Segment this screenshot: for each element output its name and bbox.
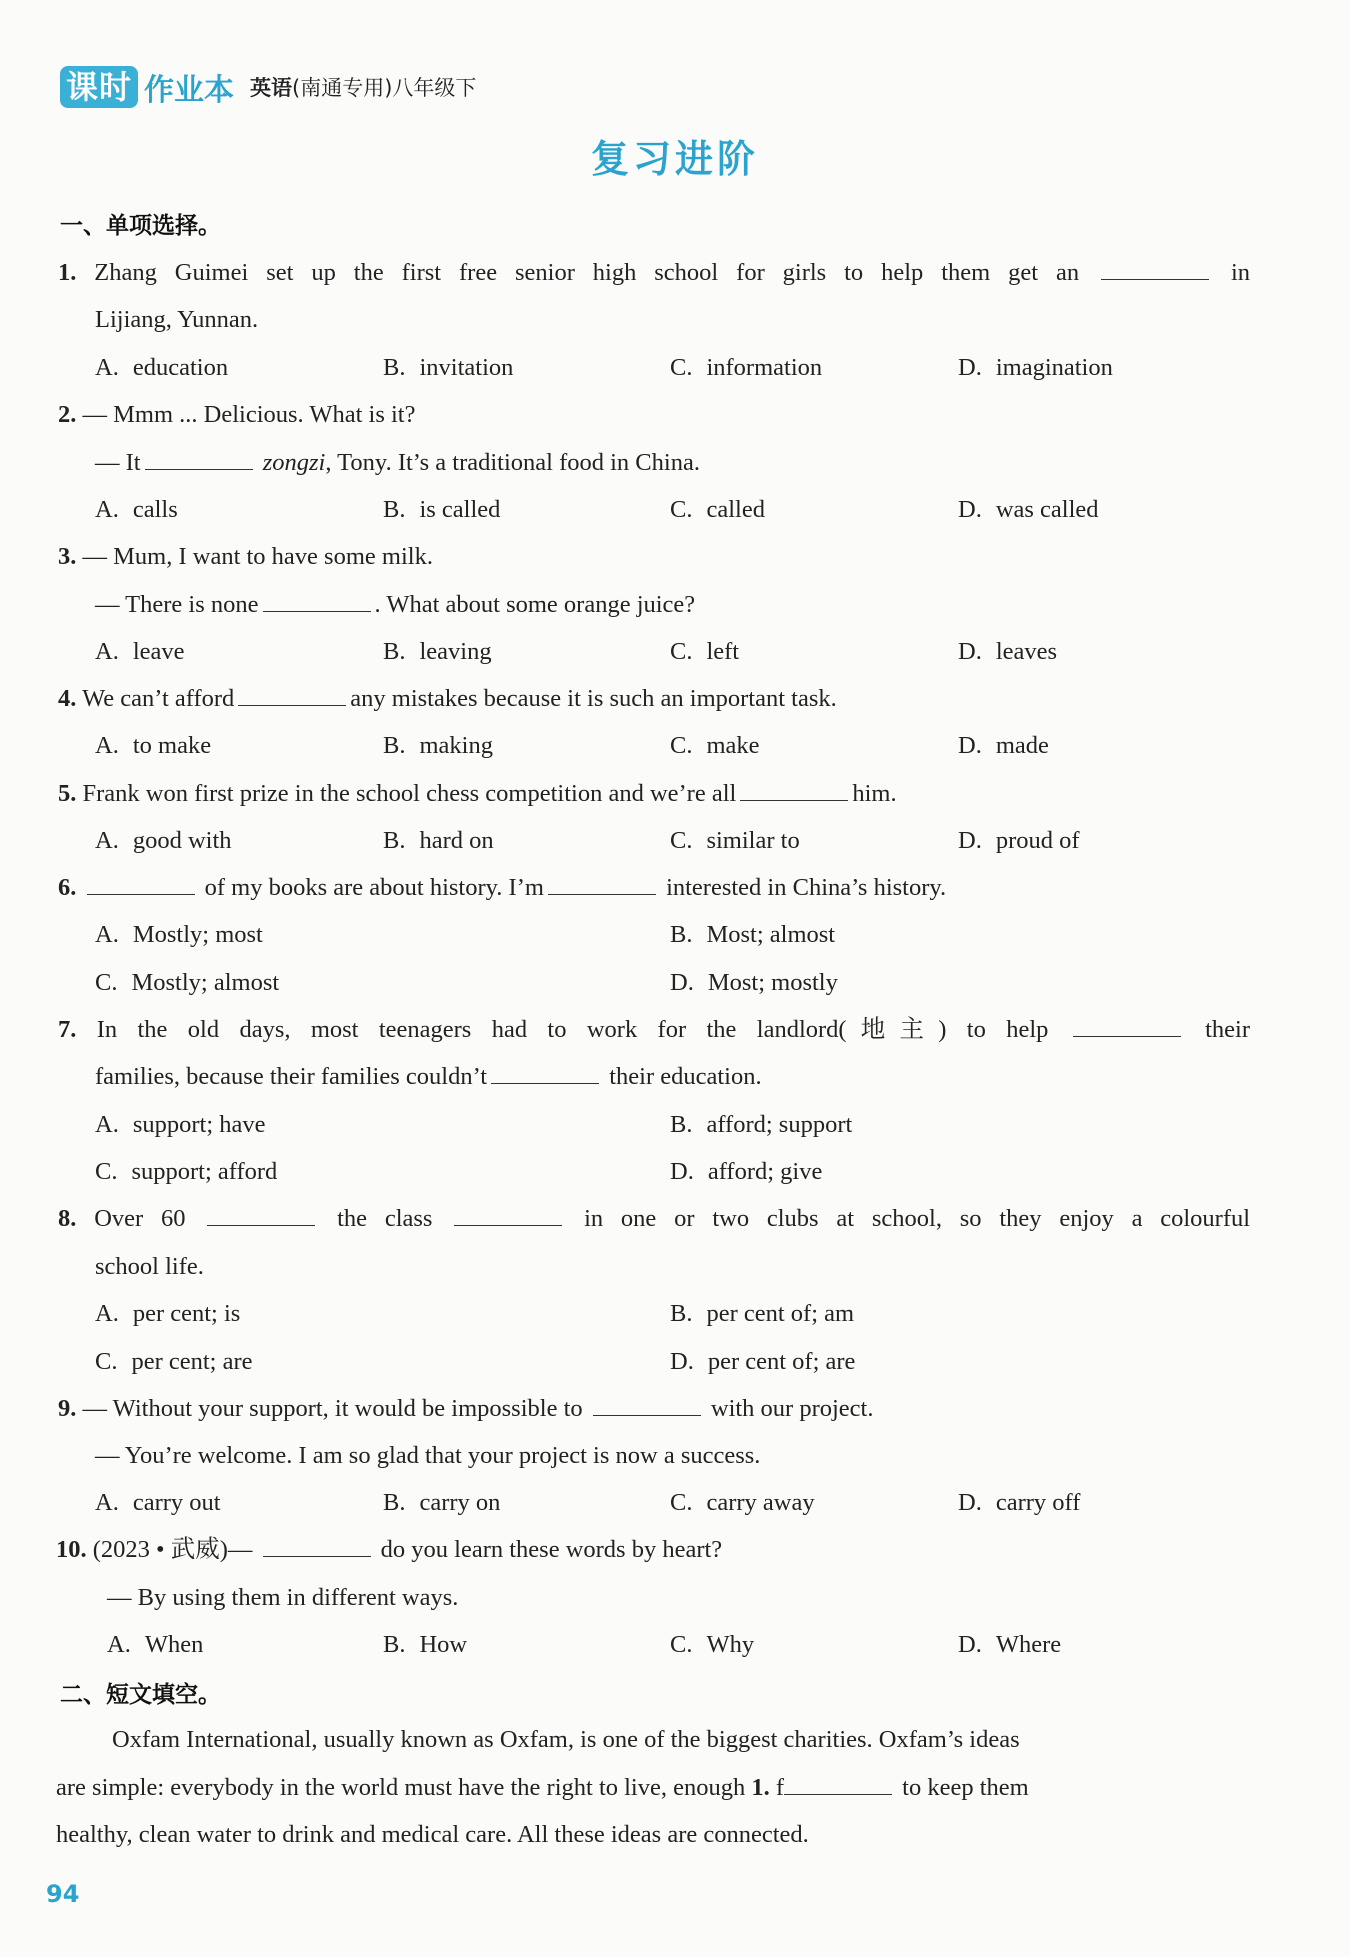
answer-blank xyxy=(1073,1014,1181,1037)
question-2: 2. — Mmm ... Delicious. What is it? xyxy=(58,401,416,428)
question-10: 10. (2023 • 武威)— do you learn these words by heart? xyxy=(56,1536,723,1563)
q3-option-c[interactable]: C. left xyxy=(670,638,740,665)
answer-blank xyxy=(207,1203,315,1226)
q7-option-a[interactable]: A. support; have xyxy=(95,1111,266,1138)
q7-option-d[interactable]: D. afford; give xyxy=(670,1158,823,1185)
question-6: 6. of my books are about history. I’m interested in China’s history. xyxy=(58,874,947,901)
question-7-line2: families, because their families couldn’t their education. xyxy=(95,1063,762,1090)
q4-option-d[interactable]: D. made xyxy=(958,732,1049,759)
question-5: 5. Frank won first prize in the school chess competition and we’re all him. xyxy=(58,780,897,807)
q9-option-d[interactable]: D. carry off xyxy=(958,1489,1081,1516)
q1-option-d[interactable]: D. imagination xyxy=(958,354,1113,381)
logo-text: 作业本 xyxy=(144,73,235,108)
question-4: 4. We can’t afford any mistakes because it is such an important task. xyxy=(58,685,837,712)
logo-mark: 课时 xyxy=(60,66,138,108)
q5-option-c[interactable]: C. similar to xyxy=(670,827,800,854)
q6-option-d[interactable]: D. Most; mostly xyxy=(670,969,838,996)
q8-option-a[interactable]: A. per cent; is xyxy=(95,1300,241,1327)
q8-option-d[interactable]: D. per cent of; are xyxy=(670,1348,856,1375)
passage-line-2: are simple: everybody in the world must have the right to live, enough 1. f to keep them xyxy=(56,1774,1029,1801)
question-1: 1. Zhang Guimei set up the first free senior high school for girls to help them get an in xyxy=(58,259,1250,286)
section1-heading: 一、单项选择。 xyxy=(60,213,221,239)
answer-blank xyxy=(238,683,346,706)
q5-option-d[interactable]: D. proud of xyxy=(958,827,1080,854)
q7-option-b[interactable]: B. afford; support xyxy=(670,1111,853,1138)
q8-option-b[interactable]: B. per cent of; am xyxy=(670,1300,855,1327)
question-7: 7. In the old days, most teenagers had to work for the landlord(地主) to help their xyxy=(58,1016,1251,1043)
q9-option-a[interactable]: A. carry out xyxy=(95,1489,221,1516)
q9-option-c[interactable]: C. carry away xyxy=(670,1489,815,1516)
q6-option-c[interactable]: C. Mostly; almost xyxy=(95,969,280,996)
q3-option-b[interactable]: B. leaving xyxy=(383,638,492,665)
q1-option-c[interactable]: C. information xyxy=(670,354,823,381)
answer-blank xyxy=(454,1203,562,1226)
page-title: 复习进阶 xyxy=(590,137,759,181)
q2-option-b[interactable]: B. is called xyxy=(383,496,501,523)
question-1-line2: Lijiang, Yunnan. xyxy=(95,306,259,333)
q9-option-b[interactable]: B. carry on xyxy=(383,1489,501,1516)
q4-option-c[interactable]: C. make xyxy=(670,732,760,759)
question-10-line2: — By using them in different ways. xyxy=(107,1584,459,1611)
q8-option-c[interactable]: C. per cent; are xyxy=(95,1348,253,1375)
q1-option-b[interactable]: B. invitation xyxy=(383,354,514,381)
q10-option-c[interactable]: C. Why xyxy=(670,1631,755,1658)
q5-option-b[interactable]: B. hard on xyxy=(383,827,494,854)
question-2-line2: — It zongzi, Tony. It’s a traditional food in China. xyxy=(95,449,700,476)
answer-blank xyxy=(1101,257,1209,280)
page-number: 94 xyxy=(46,1880,80,1908)
q7-option-c[interactable]: C. support; afford xyxy=(95,1158,278,1185)
answer-blank xyxy=(263,1534,371,1557)
passage-line-3: healthy, clean water to drink and medical care. All these ideas are connected. xyxy=(56,1821,809,1848)
answer-blank xyxy=(593,1393,701,1416)
header xyxy=(60,62,476,112)
answer-blank xyxy=(263,589,371,612)
question-3: 3. — Mum, I want to have some milk. xyxy=(58,543,433,570)
question-3-line2: — There is none . What about some orange juice? xyxy=(95,591,696,618)
subject-label: 英语(南通专用)八年级下 xyxy=(250,76,477,100)
section2-heading: 二、短文填空。 xyxy=(60,1682,221,1708)
q6-option-a[interactable]: A. Mostly; most xyxy=(95,921,263,948)
answer-blank xyxy=(784,1772,892,1795)
answer-blank xyxy=(87,872,195,895)
q10-option-d[interactable]: D. Where xyxy=(958,1631,1062,1658)
passage-line-1: Oxfam International, usually known as Oxfam, is one of the biggest charities. Oxfam’s ideas xyxy=(112,1726,1020,1753)
q4-option-b[interactable]: B. making xyxy=(383,732,493,759)
q10-option-a[interactable]: A. When xyxy=(107,1631,204,1658)
q6-option-b[interactable]: B. Most; almost xyxy=(670,921,836,948)
answer-blank xyxy=(548,872,656,895)
q2-option-c[interactable]: C. called xyxy=(670,496,765,523)
q10-option-b[interactable]: B. How xyxy=(383,1631,468,1658)
answer-blank xyxy=(145,447,253,470)
question-9-line2: — You’re welcome. I am so glad that your project is now a success. xyxy=(95,1442,761,1469)
q2-option-a[interactable]: A. calls xyxy=(95,496,178,523)
question-8: 8. Over 60 the class in one or two clubs at school, so they enjoy a colourful xyxy=(58,1205,1251,1232)
q3-option-a[interactable]: A. leave xyxy=(95,638,185,665)
question-9: 9. — Without your support, it would be impossible to with our project. xyxy=(58,1395,874,1422)
answer-blank xyxy=(740,778,848,801)
q1-option-a[interactable]: A. education xyxy=(95,354,229,381)
answer-blank xyxy=(491,1061,599,1084)
question-8-line2: school life. xyxy=(95,1253,204,1280)
q5-option-a[interactable]: A. good with xyxy=(95,827,232,854)
q3-option-d[interactable]: D. leaves xyxy=(958,638,1058,665)
q2-option-d[interactable]: D. was called xyxy=(958,496,1099,523)
q4-option-a[interactable]: A. to make xyxy=(95,732,212,759)
